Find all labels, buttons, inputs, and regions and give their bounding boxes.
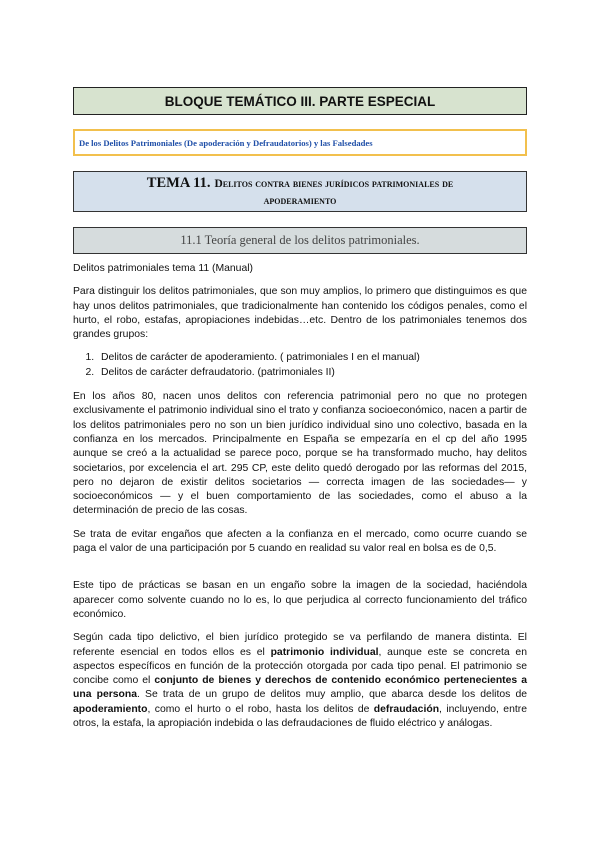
paragraph-5 (73, 631, 527, 731)
paragraph-2: En los años 80, nacen unos delitos con referencia patrimonial pero no que no protegen exclusivamente el patrimonio individual sino el trato y confianza socioeconómico, nacen a partir de los delitos patrimoniales pero no son un bien jurídico individual sino uno colectivo, basada en la confianza en los mercados. Principalmente en España se empezaría en el cp del año 1995 aunque se creó a la actualidad se parece poco, porque se ha transformado mucho, hay delitos societarios, por excelencia el art. 295 CP, este delito quedó derogado por las reformas del 2015, pero no dejaron de existir delitos societarios — correcta imagen de las sociedades— y socioeconómicos — y el buen comportamiento de las sociedades, como el abuso a la determinación de precio de las cosas. (73, 391, 527, 517)
paragraph-3: Se trata de evitar engaños que afecten a la confianza en el mercado, como ocurre cuando se paga el valor de una participación por 5 cuando en realidad su valor real en bolsa es de 0,5. (73, 528, 527, 555)
p5-text-i: , incluyendo, entre otros, la estafa, la apropiación indebida o las defraudaciones de fluido eléctrico y análogas. (73, 703, 527, 730)
tema-heading (73, 171, 527, 212)
intro-line: Delitos patrimoniales tema 11 (Manual) (73, 263, 253, 274)
bloque-heading (73, 87, 527, 115)
p5-text-e: . Se trata de un grupo de delitos muy amplio, que abarca desde los delitos de (137, 689, 527, 701)
document-body (73, 262, 527, 740)
paragraph-4: Este tipo de prácticas se basan en un engaño sobre la imagen de la sociedad, haciéndola aparecer como solvente cuando no lo es, lo que perjudica al correcto funcionamiento del tráfico económico. (73, 580, 527, 620)
list-item: 1. Delitos de carácter de apoderamiento. ( patrimoniales I en el manual) (97, 351, 527, 365)
p5-bold-apoderamiento: apoderamiento (73, 703, 148, 715)
p5-text-a: Según cada tipo delictivo, el bien jurídico protegido se va perfilando de manera distinta. El referente esencial en todos ellos es el (73, 632, 527, 658)
p5-bold-conjunto: conjunto de bienes y derechos de contenido económico pertenecientes a una persona (73, 675, 527, 701)
subbloque-heading (73, 129, 527, 156)
p5-text-g: , como el hurto o el robo, hasta los delitos de (147, 703, 374, 715)
tema-number: TEMA 11. (146, 174, 211, 191)
spacer (73, 565, 527, 579)
grupos-list (73, 351, 527, 380)
p5-bold-defraudacion: defraudación (373, 703, 440, 715)
bloque-title: BLOQUE TEMÁTICO III. PARTE ESPECIAL (164, 93, 436, 109)
paragraph-1: Para distinguir los delitos patrimoniales, que son muy amplios, lo primero que distinguimos es que hay unos delitos patrimoniales, que tradicionalmente han contenido los códigos penales, como el hurto, el robo, estafas, apropiaciones indebidas…etc. Dentro de los patrimoniales tenemos dos grandes grupos: (73, 286, 527, 341)
tema-title-line2: apoderamiento (263, 194, 337, 207)
list-item: 2. Delitos de carácter defraudatorio. (patrimoniales II) (97, 366, 527, 380)
p5-bold-patrimonio: patrimonio individual (270, 646, 379, 658)
subbloque-title: De los Delitos Patrimoniales (De apoderación y Defraudatorios) y las Falsedades (79, 137, 373, 148)
section-title: 11.1 Teoría general de los delitos patrimoniales. (180, 233, 420, 247)
section-heading (73, 227, 527, 254)
p5-text-c: , aunque este se concreta en aspectos específicos en función de la protección otorgada por cada tipo penal. El patrimonio se concibe como el (73, 646, 527, 687)
tema-title-line1: Delitos contra bienes jurídicos patrimoniales de (214, 177, 454, 190)
